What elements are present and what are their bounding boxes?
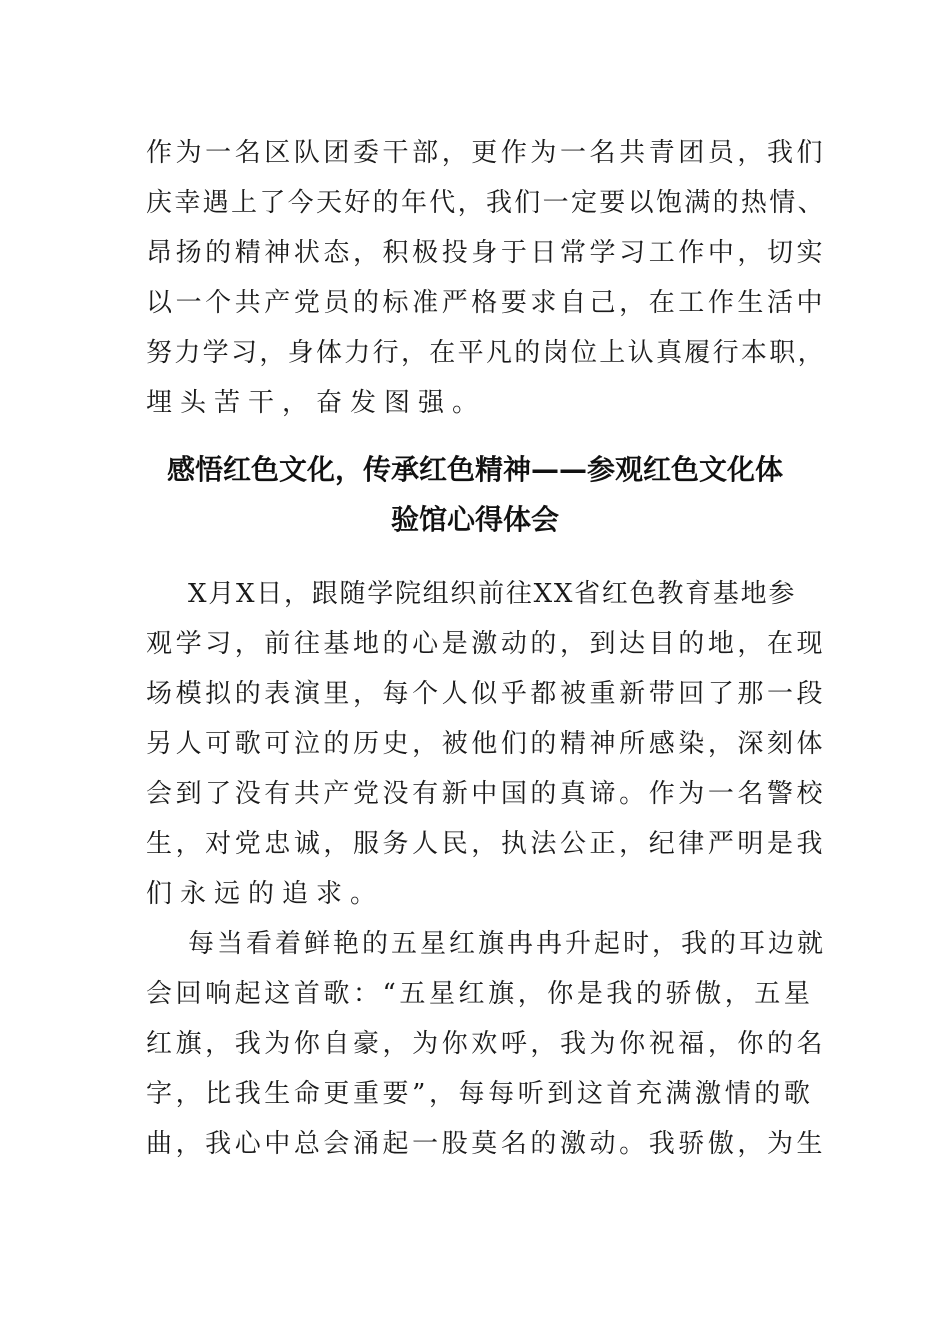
paragraph1-line-4: 另人可歌可泣的历史，被他们的精神所感染，深刻体 [146,729,827,759]
paragraph1-line-2: 观学习，前往基地的心是激动的，到达目的地，在现 [146,629,827,659]
intro-line-5: 努力学习，身体力行，在平凡的岗位上认真履行本职， [146,338,826,368]
article-title-line-2: 验馆心得体会 [390,503,559,536]
paragraph1-line-3: 场模拟的表演里，每个人似乎都被重新带回了那一段 [146,679,827,709]
paragraph2-line-1: 每当看着鲜艳的五星红旗冉冉升起时，我的耳边就 [188,929,827,959]
intro-line-2: 庆幸遇上了今天好的年代，我们一定要以饱满的热情、 [146,188,826,218]
intro-line-3: 昂扬的精神状态，积极投身于日常学习工作中，切实 [146,238,827,268]
paragraph1-line-1: X月X日，跟随学院组织前往XX省红色教育基地参 [188,579,797,609]
paragraph2-line-4: 字，比我生命更重要”，每每听到这首充满激情的歌 [146,1079,814,1109]
intro-line-1: 作为一名区队团委干部，更作为一名共青团员，我们 [146,138,827,168]
article-title-line-1: 感悟红色文化，传承红色精神——参观红色文化体 [166,453,783,486]
paragraph2-line-3: 红旗，我为你自豪，为你欢呼，我为你祝福，你的名 [146,1029,827,1059]
intro-line-4: 以一个共产党员的标准严格要求自己，在工作生活中 [146,288,827,318]
paragraph1-line-7: 们永远的追求。 [146,879,385,909]
paragraph1-line-5: 会到了没有共产党没有新中国的真谛。作为一名警校 [146,779,827,809]
paragraph1-line-6: 生，对党忠诚，服务人民，执法公正，纪律严明是我 [146,829,827,859]
paragraph2-line-2: 会回响起这首歌：“五星红旗，你是我的骄傲，五星 [146,979,814,1009]
intro-line-6: 埋头苦干，奋发图强。 [146,388,487,418]
paragraph2-line-5: 曲，我心中总会涌起一股莫名的激动。我骄傲，为生 [146,1129,827,1159]
